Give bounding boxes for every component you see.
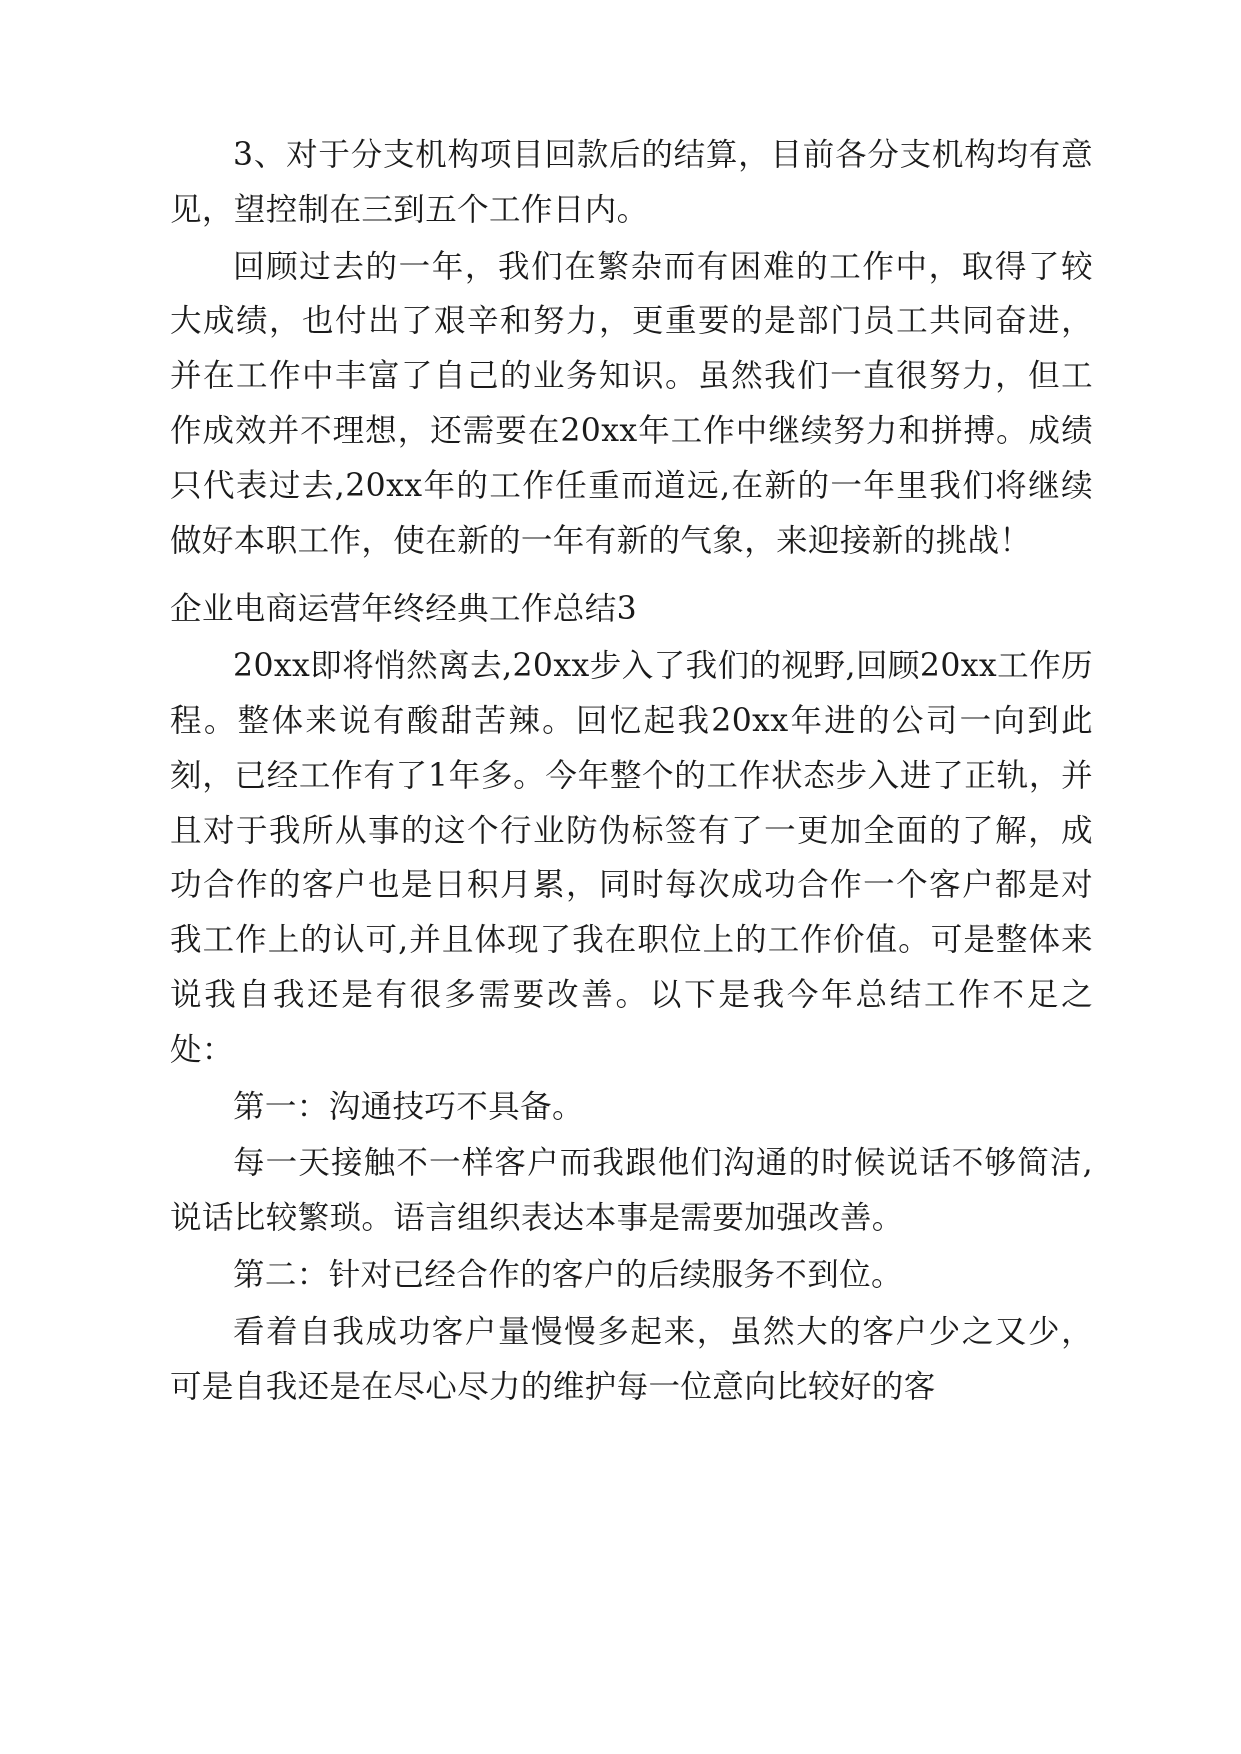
paragraph-point-first-body: 每一天接触不一样客户而我跟他们沟通的时候说话不够简洁,说话比较繁琐。语言组织表达本事是需要加强改善。 xyxy=(170,1145,1093,1237)
paragraph-item-3: 3、对于分支机构项目回款后的结算，目前各分支机构均有意见，望控制在三到五个工作日内。 xyxy=(170,137,1093,228)
document-body xyxy=(170,128,1093,1414)
paragraph-year-review: 回顾过去的一年，我们在繁杂而有困难的工作中，取得了较大成绩，也付出了艰辛和努力，更重要的是部门员工共同奋进，并在工作中丰富了自己的业务知识。虽然我们一直很努力，但工作成效并不理想，还需要在20xx年工作中继续努力和拼搏。成绩只代表过去,20xx年的工作任重而道远,在新的一年里我们将继续做好本职工作，使在新的一年有新的气象，来迎接新的挑战！ xyxy=(170,248,1093,559)
paragraph-point-first-title: 第一：沟通技巧不具备。 xyxy=(233,1088,584,1125)
paragraph-point-second-body: 看着自我成功客户量慢慢多起来，虽然大的客户少之又少，可是自我还是在尽心尽力的维护每一位意向比较好的客 xyxy=(170,1313,1093,1405)
paragraph-opening: 20xx即将悄然离去,20xx步入了我们的视野,回顾20xx工作历程。整体来说有酸甜苦辣。回忆起我20xx年进的公司一向到此刻，已经工作有了1年多。今年整个的工作状态步入进了正轨，并且对于我所从事的这个行业防伪标签有了一更加全面的了解，成功合作的客户也是日积月累，同时每次成功合作一个客户都是对我工作上的认可,并且体现了我在职位上的工作价值。可是整体来说我自我还是有很多需要改善。以下是我今年总结工作不足之处： xyxy=(170,648,1093,1068)
paragraph-point-second-title: 第二：针对已经合作的客户的后续服务不到位。 xyxy=(233,1256,903,1293)
section-heading: 企业电商运营年终经典工作总结3 xyxy=(170,591,638,628)
